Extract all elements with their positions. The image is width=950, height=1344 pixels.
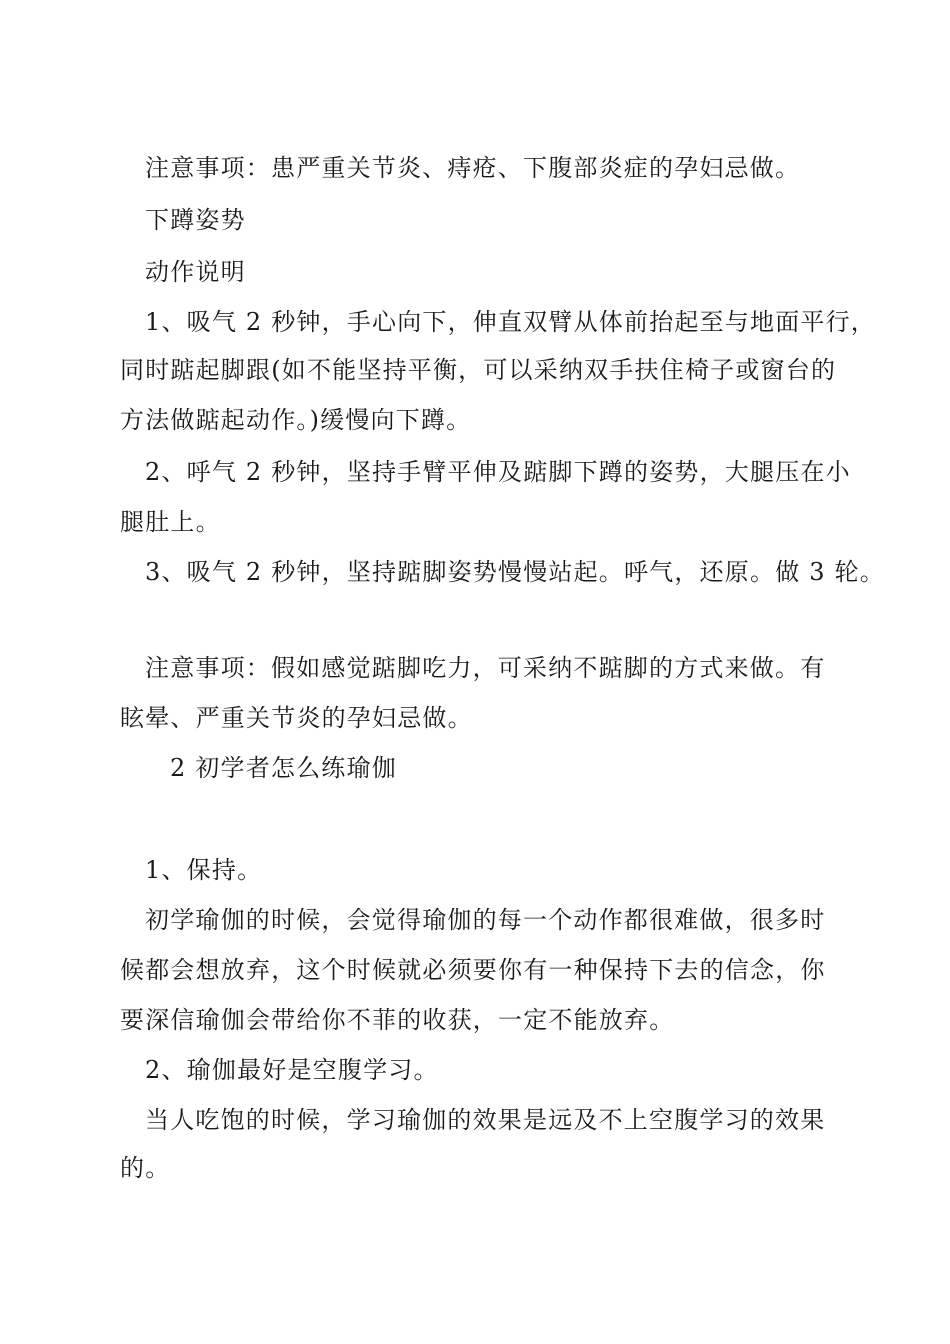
note-paragraph-2-line-1: 注意事项：假如感觉踮脚吃力，可采纳不踮脚的方式来做。有	[145, 654, 826, 682]
step-2-line-1: 2、呼气 2 秒钟，坚持手臂平伸及踮脚下蹲的姿势，大腿压在小	[145, 458, 851, 486]
step-2-line-2: 腿肚上。	[120, 508, 221, 536]
tip-1-line-2: 候都会想放弃，这个时候就必须要你有一种保持下去的信念，你	[120, 956, 826, 984]
tip-1-line-1: 初学瑜伽的时候，会觉得瑜伽的每一个动作都很难做，很多时	[145, 906, 826, 934]
section-heading-beginner-yoga: 2 初学者怎么练瑜伽	[170, 754, 397, 782]
tip-1-line-3: 要深信瑜伽会带给你不菲的收获，一定不能放弃。	[120, 1006, 675, 1034]
step-3-line-1: 3、吸气 2 秒钟，坚持踮脚姿势慢慢站起。呼气，还原。做 3 轮。	[145, 558, 885, 586]
section-heading-squat: 下蹲姿势	[145, 206, 246, 234]
step-1-line-2: 同时踮起脚跟(如不能坚持平衡，可以采纳双手扶住椅子或窗台的	[120, 356, 837, 384]
tip-2-line-1: 当人吃饱的时候，学习瑜伽的效果是远及不上空腹学习的效果	[145, 1106, 826, 1134]
note-paragraph-1: 注意事项：患严重关节炎、痔疮、下腹部炎症的孕妇忌做。	[145, 154, 801, 182]
step-1-line-1: 1、吸气 2 秒钟，手心向下，伸直双臂从体前抬起至与地面平行，	[145, 308, 876, 336]
tip-2-line-2: 的。	[120, 1154, 171, 1182]
step-1-line-3: 方法做踮起动作。)缓慢向下蹲。	[120, 406, 472, 434]
tip-2-heading: 2、瑜伽最好是空腹学习。	[145, 1056, 439, 1084]
tip-1-heading: 1、保持。	[145, 856, 263, 884]
note-paragraph-2-line-2: 眩晕、严重关节炎的孕妇忌做。	[120, 704, 473, 732]
subheading-action-description: 动作说明	[145, 258, 246, 286]
